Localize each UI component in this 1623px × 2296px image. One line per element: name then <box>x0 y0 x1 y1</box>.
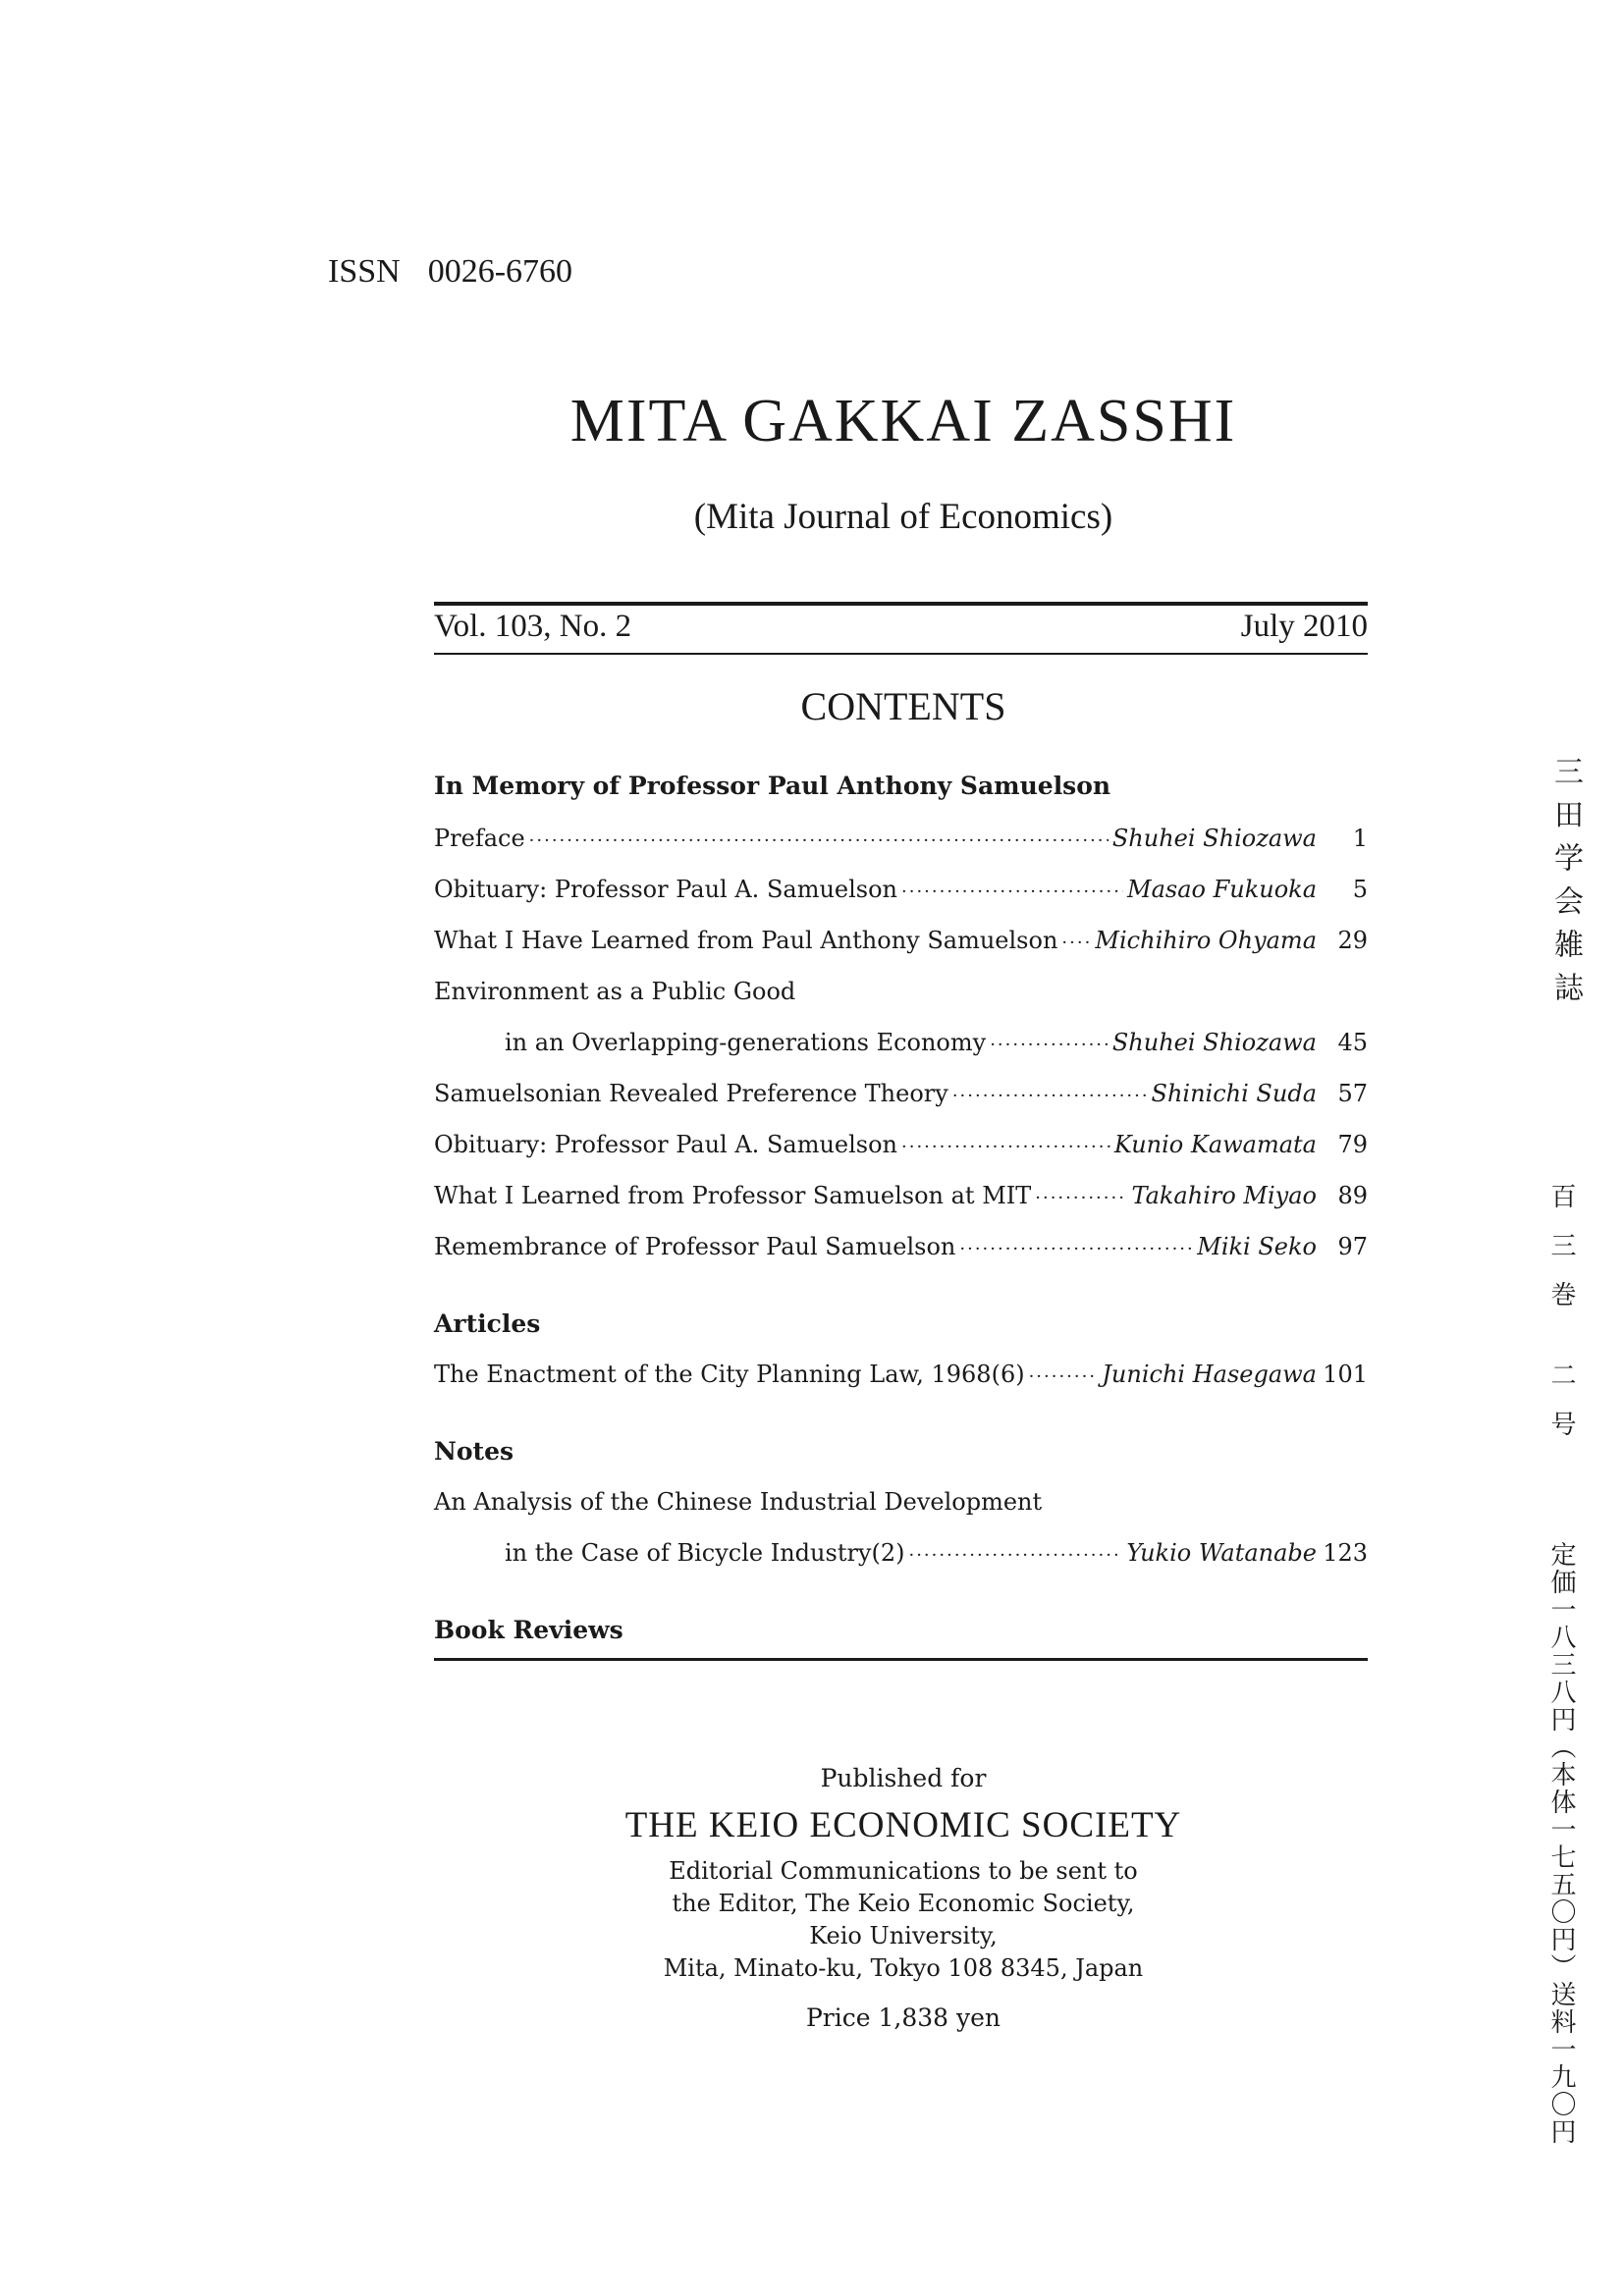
dot-leader <box>952 1086 1148 1106</box>
toc-entry <box>505 1029 1368 1062</box>
address-line: Mita, Minato-ku, Tokyo 108 8345, Japan <box>663 1954 1144 1982</box>
entry-author: Shinichi Suda <box>1151 1080 1317 1107</box>
contents-heading: CONTENTS <box>800 684 1006 728</box>
entry-page: 57 <box>1337 1080 1368 1107</box>
toc-entry <box>434 1361 1368 1394</box>
dot-leader <box>901 881 1123 902</box>
entry-page: 29 <box>1337 927 1368 954</box>
entry-title: in an Overlapping-generations Economy <box>505 1029 987 1056</box>
entry-page: 97 <box>1337 1233 1368 1260</box>
entry-author: Takahiro Miyao <box>1131 1182 1317 1209</box>
section-heading-memory: In Memory of Professor Paul Anthony Samuelson <box>434 772 1111 800</box>
bottom-rule <box>434 1658 1368 1661</box>
dot-leader <box>1029 1366 1099 1387</box>
entry-page: 89 <box>1337 1182 1368 1209</box>
entry-author: Junichi Hasegawa <box>1102 1361 1317 1388</box>
issn-label: ISSN <box>328 253 401 290</box>
entry-title: What I Learned from Professor Samuelson at MIT <box>434 1182 1032 1209</box>
spine-title: 三田学会雑誌 <box>1548 756 1583 1015</box>
section-heading-notes: Notes <box>434 1437 514 1466</box>
entry-page: 123 <box>1323 1539 1368 1567</box>
entry-title: What I Have Learned from Paul Anthony Samuelson <box>434 927 1058 954</box>
toc-entry <box>434 825 1368 858</box>
entry-author: Yukio Watanabe <box>1126 1539 1317 1567</box>
entry-author: Shuhei Shiozawa <box>1111 825 1317 852</box>
dot-leader <box>1061 933 1091 953</box>
entry-author: Masao Fukuoka <box>1127 876 1317 903</box>
entry-page: 79 <box>1337 1131 1368 1158</box>
toc-entry <box>434 1488 1368 1522</box>
entry-page: 5 <box>1352 876 1368 903</box>
address-line: Keio University, <box>809 1922 998 1949</box>
toc-entry <box>434 1080 1368 1113</box>
entry-title: Samuelsonian Revealed Preference Theory <box>434 1080 948 1107</box>
published-for: Published for <box>820 1764 987 1792</box>
toc-entry <box>434 876 1368 909</box>
toc-entry <box>434 978 1368 1011</box>
volume-number: Vol. 103, No. 2 <box>434 609 632 644</box>
dot-leader <box>901 1137 1110 1157</box>
entry-title: Environment as a Public Good <box>434 978 796 1005</box>
entry-title: Remembrance of Professor Paul Samuelson <box>434 1233 956 1260</box>
entry-author: Shuhei Shiozawa <box>1111 1029 1317 1056</box>
entry-title: in the Case of Bicycle Industry(2) <box>505 1539 905 1567</box>
dot-leader <box>990 1035 1109 1055</box>
price: Price 1,838 yen <box>805 2003 1001 2032</box>
section-heading-book-reviews: Book Reviews <box>434 1616 623 1644</box>
top-rule <box>434 602 1368 606</box>
society-name: THE KEIO ECONOMIC SOCIETY <box>624 1805 1182 1845</box>
toc-entry <box>434 927 1368 960</box>
issn-number: 0026-6760 <box>427 253 573 290</box>
issue-rule <box>434 653 1368 655</box>
section-heading-articles: Articles <box>434 1309 541 1338</box>
issn-line <box>328 253 600 291</box>
entry-title: Obituary: Professor Paul A. Samuelson <box>434 1131 898 1158</box>
journal-subtitle: (Mita Journal of Economics) <box>693 497 1113 537</box>
issue-date: July 2010 <box>1240 609 1368 644</box>
address-line: the Editor, The Keio Economic Society, <box>672 1890 1135 1917</box>
toc-entry <box>434 1131 1368 1164</box>
entry-author: Kunio Kawamata <box>1113 1131 1317 1158</box>
toc-entry <box>505 1539 1368 1573</box>
journal-title: MITA GAKKAI ZASSHI <box>569 388 1237 454</box>
spine-price: 定価一八三八円（本体一七五〇円）送料一九〇円 <box>1546 1541 1576 2146</box>
toc-entry <box>434 1233 1368 1266</box>
entry-author: Michihiro Ohyama <box>1095 927 1317 954</box>
toc-entry <box>434 1182 1368 1215</box>
entry-title: The Enactment of the City Planning Law, 1968(6) <box>434 1361 1025 1388</box>
entry-page: 1 <box>1352 825 1368 852</box>
entry-title: Preface <box>434 825 525 852</box>
entry-title: Obituary: Professor Paul A. Samuelson <box>434 876 898 903</box>
entry-title: An Analysis of the Chinese Industrial Development <box>434 1488 1043 1516</box>
dot-leader <box>1035 1188 1127 1208</box>
address-line: Editorial Communications to be sent to <box>669 1857 1138 1885</box>
dot-leader <box>959 1239 1193 1259</box>
dot-leader <box>529 830 1109 851</box>
dot-leader <box>908 1545 1122 1566</box>
entry-page: 45 <box>1337 1029 1368 1056</box>
spine-volume: 百三巻 二号 <box>1546 1183 1576 1461</box>
entry-page: 101 <box>1323 1361 1368 1388</box>
entry-author: Miki Seko <box>1197 1233 1317 1260</box>
